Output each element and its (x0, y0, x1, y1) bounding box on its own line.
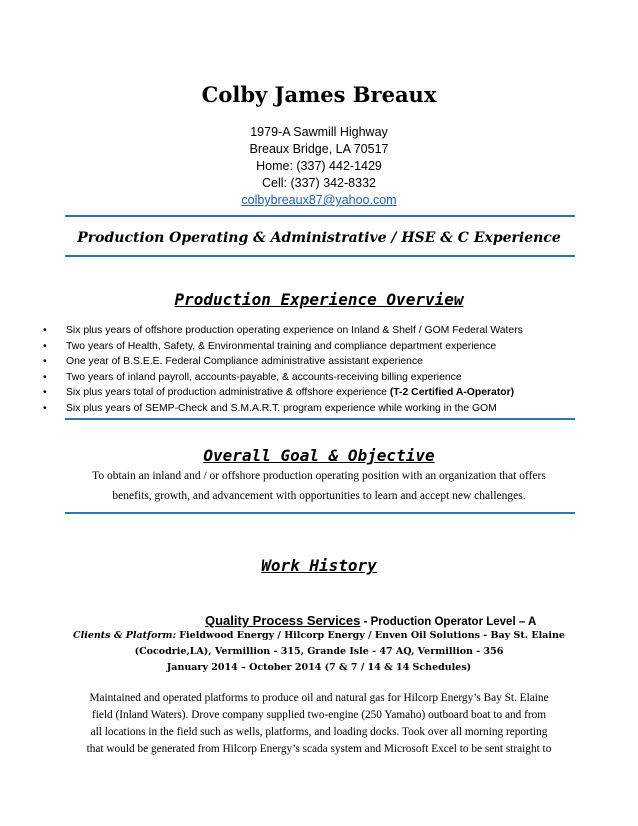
list-item-text: One year of B.S.E.E. Federal Compliance administrative assistant experience (66, 356, 423, 367)
objective-line-1: To obtain an inland and / or offshore production operating position with an organization that offers (92, 470, 546, 482)
list-item (0, 370, 638, 386)
job-description-line: that would be generated from Hilcorp Energy’s scada system and Microsoft Excel to be sent straight to (86, 743, 552, 755)
clients-text: Fieldwood Energy / Hilcorp Energy / Enven Oil Solutions - Bay St. Elaine (176, 630, 565, 641)
company-name: Quality Process Services (205, 613, 361, 628)
certification-badge: (T-2 Certified A-Operator) (389, 387, 515, 398)
list-item-text: Two years of inland payroll, accounts-payable, & accounts-receiving billing experience (66, 371, 462, 383)
tagline: Production Operating & Administrative / HSE & C Experience (77, 230, 561, 246)
job-description-line: all locations in the field such as wells, platforms, and loading docks. Took over all morning reporting (90, 726, 548, 738)
job-role: - Production Operator Level – A (360, 616, 537, 628)
address-line-1: 1979-A Sawmill Highway (250, 125, 388, 139)
objective-line-2: benefits, growth, and advancement with opportunities to learn and accept new challenges. (112, 490, 526, 502)
list-item (0, 354, 638, 370)
divider-overview (65, 418, 575, 420)
list-item-text: Six plus years of SEMP-Check and S.M.A.R.T. program experience while working in the GOM (66, 402, 497, 414)
divider-objective (65, 512, 575, 514)
list-item (0, 323, 638, 339)
bullet-icon: • (43, 402, 47, 414)
clients-line-2: (Cocodrie,LA), Vermillion - 315, Grande Isle - 47 AQ, Vermillion - 356 (134, 646, 504, 657)
bullet-icon: • (43, 340, 47, 352)
job-description-line: field (Inland Waters). Drove company supplied two-engine (250 Yamaho) outboard boat to and from (91, 709, 547, 721)
list-item-text: Two years of Health, Safety, & Environmental training and compliance department experience (66, 340, 497, 352)
list-item-text: Six plus years of offshore production operating experience on Inland & Shelf / GOM Federal Waters (66, 325, 523, 336)
job-description-line: Maintained and operated platforms to produce oil and natural gas for Hilcorp Energy’s Bay St. Elaine (89, 692, 549, 704)
list-item (0, 339, 638, 355)
clients-line-1 (0, 628, 638, 644)
work-history-heading: Work History (261, 556, 377, 575)
candidate-name: Colby James Breaux (201, 82, 437, 107)
list-item (0, 401, 638, 417)
divider-tagline (65, 255, 575, 257)
bullet-icon: • (43, 325, 47, 336)
address-line-2: Breaux Bridge, LA 70517 (249, 142, 389, 156)
home-phone: Home: (337) 442-1429 (256, 159, 382, 173)
bullet-icon: • (43, 356, 47, 367)
cell-phone: Cell: (337) 342-8332 (262, 176, 376, 190)
job-dates: January 2014 – October 2014 (7 & 7 / 14 & 14 Schedules) (166, 662, 472, 673)
bullet-icon: • (43, 371, 47, 383)
email-link[interactable]: colbybreaux87@yahoo.com (241, 193, 397, 207)
divider-top (65, 215, 575, 217)
list-item-text: Six plus years total of production administrative & offshore experience (66, 387, 387, 398)
objective-heading: Overall Goal & Objective (203, 446, 435, 465)
overview-heading: Production Experience Overview (174, 290, 464, 309)
overview-list (0, 323, 638, 416)
clients-label: Clients & Platform: (73, 630, 176, 641)
list-item (0, 385, 638, 401)
bullet-icon: • (43, 387, 47, 398)
